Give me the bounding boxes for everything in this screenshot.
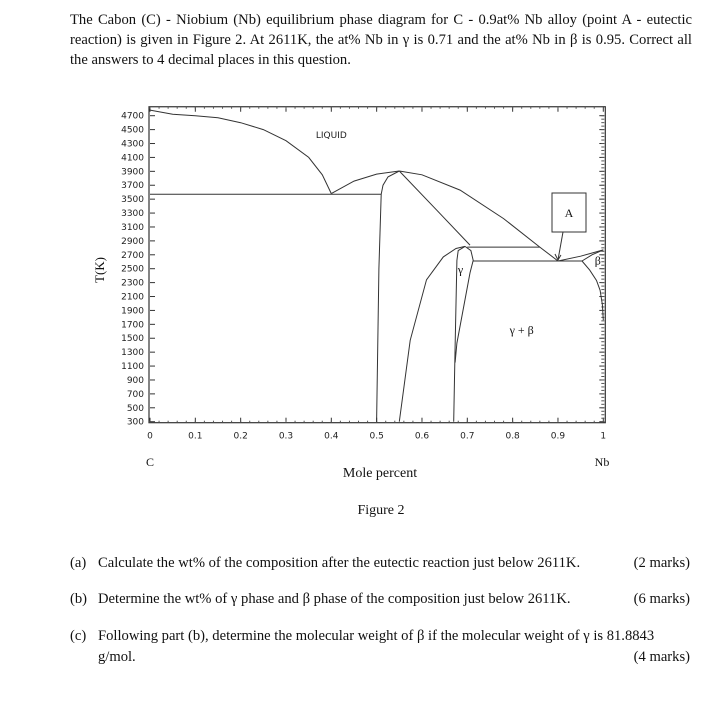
y-tick-label: 3700 [121, 181, 144, 192]
y-tick-label: 3900 [121, 167, 144, 178]
y-tick-label: 4100 [121, 153, 144, 164]
phase-boundary-beta-solvus [582, 261, 603, 320]
phase-boundary-carbide-liquidus [399, 171, 470, 245]
niobium-end-label: Nb [594, 455, 610, 469]
y-tick-label: 1300 [121, 348, 144, 359]
x-tick-label: 0.2 [233, 431, 248, 442]
x-tick-label: 0.1 [188, 431, 203, 442]
x-tick-label: 0.6 [414, 431, 430, 442]
y-tick-label: 900 [126, 375, 144, 386]
y-tick-label: 4300 [121, 139, 144, 150]
x-tick-label: 0.9 [550, 431, 566, 442]
phase-boundary-carbide-boundary [377, 171, 400, 422]
question-text: Determine the wt% of γ phase and β phase of the composition just below 2611K. [98, 591, 571, 607]
y-tick-label: 1500 [121, 334, 144, 345]
x-tick-label: 0.7 [460, 431, 475, 442]
question-text: Calculate the wt% of the composition after the eutectic reaction just below 2611K. [98, 555, 581, 571]
y-tick-label: 2300 [121, 278, 144, 289]
x-tick-label: 0 [147, 431, 153, 442]
y-axis-label: T(K) [92, 257, 107, 283]
question-label: (c) [70, 628, 87, 644]
y-tick-label: 500 [126, 403, 144, 414]
question-text: Following part (b), determine the molecular weight of β if the molecular weight of γ is 81.8843 [98, 628, 655, 644]
region-label: γ + β [509, 323, 534, 338]
y-tick-label: 1700 [121, 320, 144, 331]
question-marks: (6 marks) [633, 591, 690, 607]
question-marks: (4 marks) [633, 649, 690, 665]
y-tick-label: 1100 [121, 362, 144, 373]
y-tick-label: 3500 [121, 195, 144, 206]
y-tick-label: 3100 [121, 222, 144, 233]
y-tick-label: 700 [126, 389, 144, 400]
region-label: β [594, 253, 601, 268]
y-tick-label: 2500 [121, 264, 144, 275]
y-tick-label: 4500 [121, 125, 144, 136]
y-tick-label: 4700 [121, 111, 144, 122]
x-axis-label: Mole percent [342, 466, 418, 481]
phase-boundary-liquidus-middle [331, 171, 399, 194]
x-tick-label: 1 [600, 431, 607, 442]
carbon-end-label: C [145, 455, 155, 469]
y-tick-label: 3300 [121, 209, 144, 220]
annotation-label: A [564, 206, 574, 220]
region-label: γ [457, 262, 464, 277]
question-marks: (2 marks) [633, 555, 690, 571]
x-tick-label: 0.3 [278, 431, 294, 442]
y-tick-label: 300 [126, 417, 144, 428]
figure-caption: Figure 2 [357, 503, 405, 518]
x-tick-label: 0.4 [324, 431, 339, 442]
question-text-continued: g/mol. [98, 649, 136, 665]
x-tick-label: 0.5 [369, 431, 384, 442]
question-label: (a) [70, 555, 87, 571]
region-label: LIQUID [315, 130, 347, 141]
y-tick-label: 2700 [121, 250, 144, 261]
phase-boundary-liquidus-left [150, 110, 331, 194]
y-tick-label: 1900 [121, 306, 144, 317]
y-tick-label: 2900 [121, 236, 144, 247]
question-intro: The Cabon (C) - Niobium (Nb) equilibrium phase diagram for C - 0.9at% Nb alloy (point A - eutectic reaction) is given in Figure 2. At 2611K, the at% Nb in γ is 0.71 and the at% Nb in β is 0.95. Correct all the answers to 4 decimal places in this question. [70, 12, 692, 68]
question-label: (b) [70, 591, 88, 607]
x-tick-label: 0.8 [505, 431, 520, 442]
y-tick-label: 2100 [121, 292, 144, 303]
